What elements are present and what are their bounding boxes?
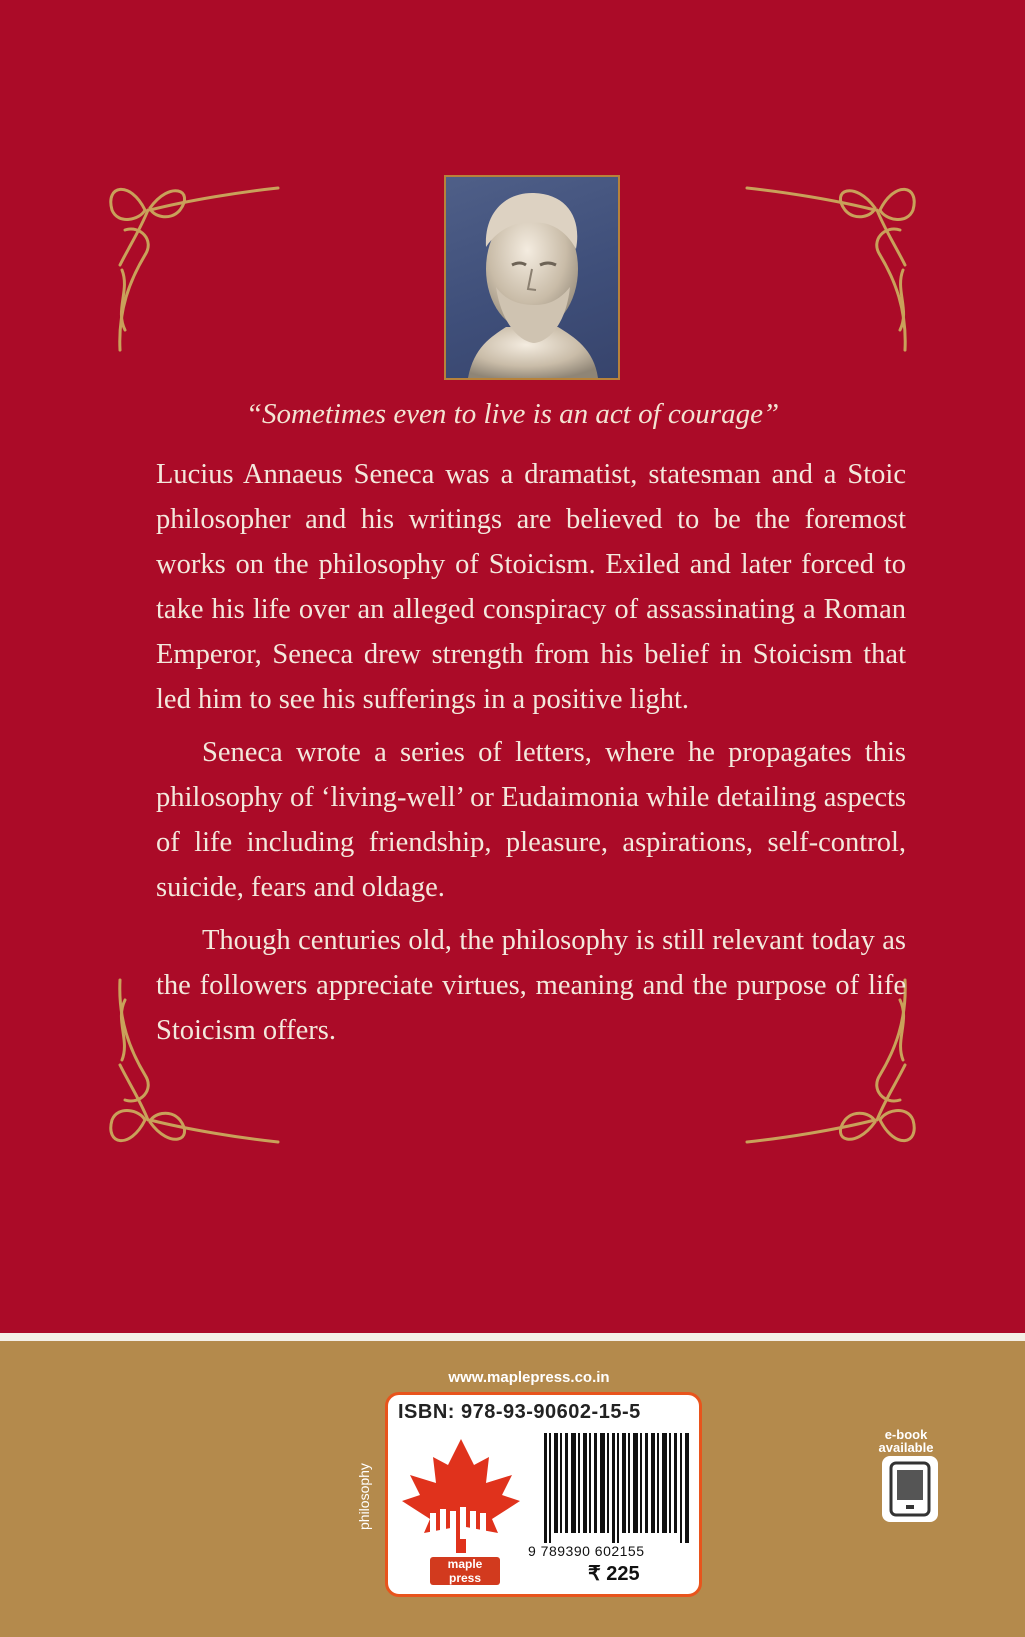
category-label: philosophy <box>356 1463 372 1530</box>
bust-portrait <box>444 175 620 380</box>
ebook-label-line1: e-book <box>884 1427 928 1442</box>
barcode-icon <box>544 1433 694 1543</box>
barcode-digits: 9 789390 602155 <box>528 1543 645 1559</box>
ebook-label-line2: available <box>878 1440 934 1455</box>
isbn-label-card <box>385 1392 702 1597</box>
ornament-top-right <box>745 170 925 355</box>
isbn-text: ISBN: 978-93-90602-15-5 <box>398 1401 641 1423</box>
publisher-website: www.maplepress.co.in <box>448 1369 610 1386</box>
publisher-logo-text: maple press <box>430 1557 500 1585</box>
ebook-availability <box>876 1428 936 1454</box>
ornament-top-left <box>100 170 280 355</box>
blurb-paragraph: Though centuries old, the philosophy is still relevant today as the followers appreciate virtues, meaning and the purpose of life Stoicism offers. <box>156 925 906 1046</box>
blurb-paragraph: Seneca wrote a series of letters, where he propagates this philosophy of ‘living-well’ or Eudaimonia while detailing aspects of life including friendship, pleasure, aspirations, self-control, suicide, fears and oldage. <box>156 737 906 903</box>
blurb-paragraph: Lucius Annaeus Seneca was a dramatist, statesman and a Stoic philosopher and his writings are believed to be the foremost works on the philosophy of Stoicism. Exiled and later forced to take his life over an alleged conspiracy of assassinating a Roman Emperor, Seneca drew strength from his belief in Stoicism that led him to see his sufferings in a positive light. <box>156 459 906 715</box>
ebook-reader-icon <box>882 1456 938 1522</box>
blurb-text <box>156 452 906 1061</box>
price-label: ₹ 225 <box>588 1563 640 1585</box>
epigraph-quote: “Sometimes even to live is an act of courage” <box>245 398 780 430</box>
bust-icon <box>446 177 618 378</box>
maple-leaf-icon <box>394 1435 529 1555</box>
publisher-logo <box>394 1435 529 1595</box>
footer-divider <box>0 1333 1025 1341</box>
